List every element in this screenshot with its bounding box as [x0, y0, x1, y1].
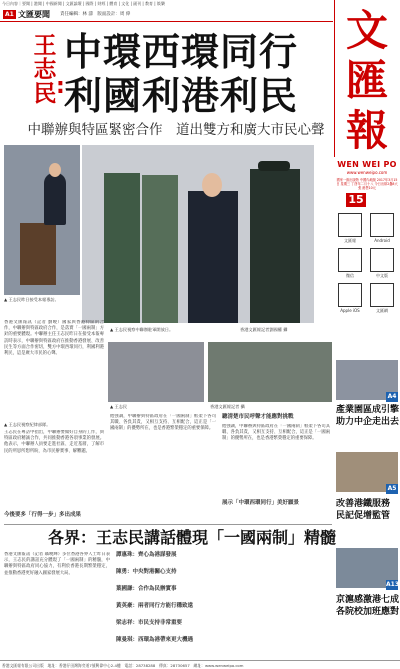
qr-code[interactable]: [370, 283, 394, 307]
bottom-text: 香港文匯報訊（記者 聶曉輝）多位香港各界人士昨日表示，王志民的講話充分體現了「一國兩制」的精髓，中聯辦與特區政府同心協力，有利於香港長期繁榮穩定，並推動香港更好融入國家發展大局。: [4, 552, 110, 576]
photo-small-right: [208, 342, 332, 402]
lower-subhead-b: 聽清楚市民呼聲才能應對挑戰: [222, 414, 294, 420]
qr-label: 中文版: [376, 273, 388, 278]
lower-text-c: 他強調，中聯辦與特區政府在「一國兩制」框架下各司其職、各負其責，又相互支持、互相配合，這正是「一國兩制」的優勢所在，也是香港繁榮穩定的重要保障。: [222, 424, 330, 442]
qr-code[interactable]: [370, 248, 394, 272]
officer-figure: [250, 169, 300, 323]
caption-left-photo: ▲ 王志民昨日接受本報專訪。: [4, 297, 59, 302]
footer: 香港文匯報有限公司出版 地址：香港仔田灣海旁道7號興偉中心2-4樓 電話：28738288 傳真：28730657 網址：www.wenweipo.com: [0, 660, 400, 669]
speaker-figure: [44, 173, 66, 225]
lower-text-a: 王志民在專訪中指出，中聯辦要做好自身的工作，與特區政府精誠合作，共同推動香港各項事業的發展。他表示，中聯辦人員要走進社區、走近基層，了解市民的所思所想所盼，為市民辦實事、解難題。: [4, 430, 104, 454]
qr-label: Android: [374, 238, 390, 243]
qr-label: 文匯網: [376, 308, 388, 313]
lower-subhead-c: 展示「中環西環同行」美好願景: [222, 500, 300, 506]
masthead-name: [338, 6, 396, 156]
teaser-badge-1: A4: [387, 393, 397, 400]
qr-code[interactable]: [338, 248, 362, 272]
bottom-subhead: 陳勇：中央對港關心支持: [116, 569, 177, 575]
photo-small-left: [108, 342, 204, 402]
teaser-badge-2: A5: [387, 485, 397, 492]
masthead-english: WEN WEI PO: [337, 160, 397, 169]
official-figure: [188, 191, 238, 323]
soldier-figure-2: [142, 175, 178, 323]
page-label: A1: [5, 11, 14, 18]
qr-code[interactable]: [338, 213, 362, 237]
official-head: [202, 173, 222, 197]
bottom-subhead: 梁志祥：市民支持非常重要: [116, 620, 183, 626]
bottom-subhead: 陳曼琪：西環為港帶來更大機遇: [116, 637, 194, 643]
caption-small-right: 香港文匯報記者 攝: [210, 404, 245, 409]
teaser-title-3[interactable]: 京滬感激港七成 各院校加班應對: [336, 595, 400, 617]
qr-label: 微信: [346, 273, 354, 278]
lower-subhead-a: 今後要多「行得一步」多出成果: [4, 512, 82, 518]
top-index-strip: 今日內容｜要聞 | 港聞 | 中國新聞 | 文匯論壇 | 國際 | 財經 | 體育 | 文化 | 副刊 | 教育 | 娛樂: [2, 1, 165, 6]
caption-right-photo: 香港文匯報記者劉國權 攝: [240, 327, 288, 332]
intro-text: 香港文匯報訊（記者 劉曉）國家與香港特區的合作，中聯辦與特區政府合作，是落實「一國兩制」方針的重要體現。中聯辦主任王志民昨日在接受本報專訪時表示，中聯辦與特區政府在推動香港發展、改善民生等方面合作密切，雙方中環西環同行，利國利港利民，這是廣大市民的心聲。: [4, 320, 104, 357]
bottom-subheads: [116, 552, 330, 656]
qr-code[interactable]: [370, 213, 394, 237]
teaser-title-1[interactable]: 產業園區成引擎 助力中企走出去: [336, 405, 400, 427]
headline-line1: 中環西環同行: [64, 30, 299, 74]
officer-cap: [258, 161, 290, 171]
subhead: 中聯辦與特區緊密合作 道出雙方和廣大市民心聲: [27, 122, 325, 138]
qr-code[interactable]: [338, 283, 362, 307]
caption-main-photo: ▲ 王志民視察中聯辦駐軍開放日。: [110, 327, 174, 332]
inset-caption: ▲ 王志民視察紀律部隊。: [4, 422, 51, 427]
masthead-info: 國家一級出版物 中國內地版 2017年3月15日 星期三 丁酉年二月十八 今日出紙2疊8大張 港售10元: [336, 178, 398, 191]
bottom-subhead: 黃英豪：兩者同行方能行穩致遠: [116, 603, 194, 609]
podium: [20, 223, 56, 285]
teaser-title-2[interactable]: 改善港鐵服務 民記促增監管: [336, 499, 391, 521]
headline-colon: :: [56, 74, 65, 99]
headline-main: [64, 30, 332, 118]
soldier-figure-1: [104, 173, 140, 323]
masthead-url: www.wenweipo.com: [346, 170, 388, 175]
masthead-name-text: 文 匯 報: [345, 6, 388, 155]
h2-divider: [4, 524, 332, 525]
section-headline: 各界：王志民講話體現「一國兩制」精髓: [48, 528, 337, 547]
section-name: 文匯要聞: [18, 10, 50, 19]
qr-label: 文匯報: [344, 238, 356, 243]
section-editors: 責任編輯：林 濤 版面設計：周 偉: [60, 12, 131, 17]
date-number: 15: [346, 193, 366, 207]
photo-speaker-podium: [4, 145, 80, 295]
teaser-badge-3: A13: [386, 581, 399, 588]
caption-small-left: ▲ 王志民: [110, 404, 128, 409]
lower-text-b: 他強調，中聯辦與特區政府在「一國兩制」框架下各司其職、各負其責，又相互支持、互相配合，這正是「一國兩制」的優勢所在，也是香港繁榮穩定的重要保障。: [110, 414, 216, 432]
photo-main-visit: [82, 145, 314, 323]
byline-text: 王 志 民: [33, 33, 57, 107]
bottom-subhead: 葉國謙：合作為民辦實事: [116, 586, 177, 592]
bottom-subhead: 譚惠珠：齊心為港謀發展: [116, 552, 177, 558]
speaker-head: [49, 163, 61, 177]
qr-label: Apple iOS: [340, 308, 360, 313]
headline-line2: 利國利港利民: [64, 74, 299, 118]
